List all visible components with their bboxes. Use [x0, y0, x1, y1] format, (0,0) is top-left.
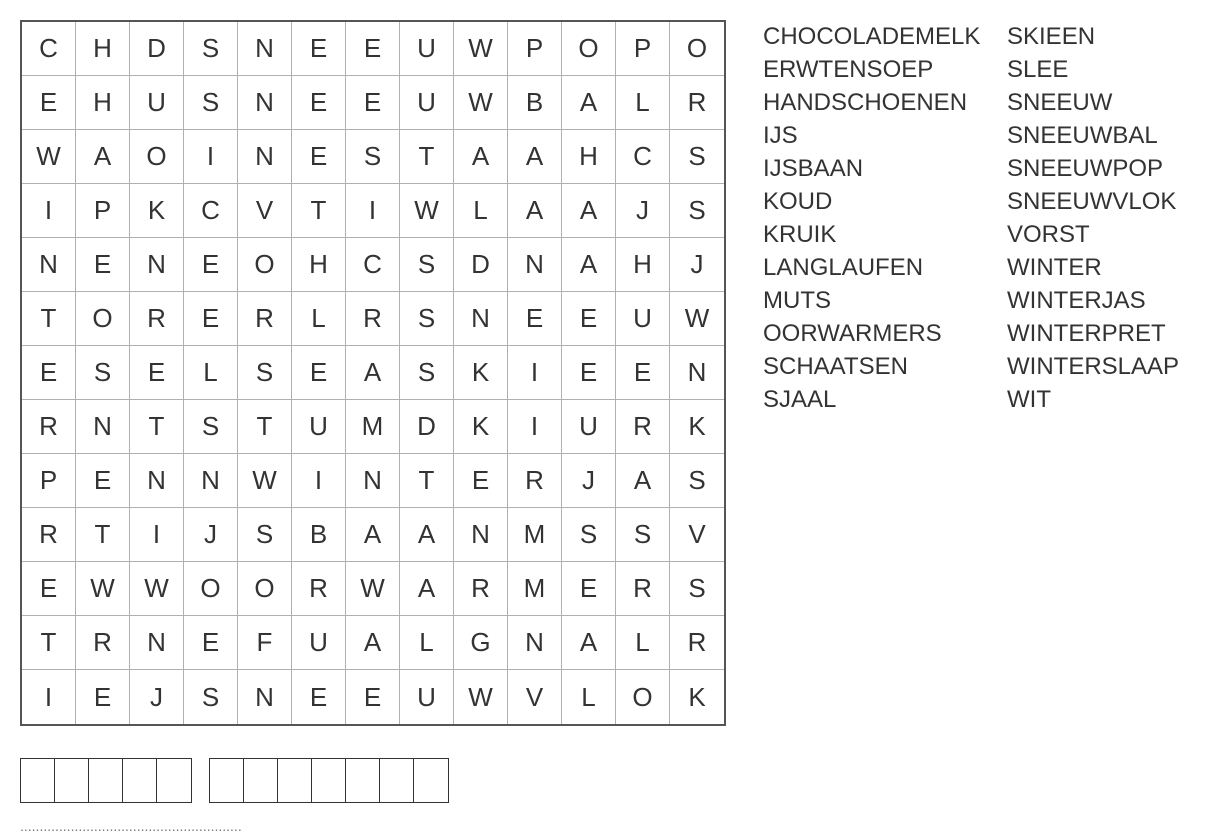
- grid-cell[interactable]: O: [238, 562, 292, 616]
- grid-cell[interactable]: E: [346, 76, 400, 130]
- answer-letter-box[interactable]: [312, 759, 346, 802]
- word-list-item: ERWTENSOEP: [763, 56, 934, 83]
- word-list-item: OORWARMERS: [763, 320, 942, 347]
- grid-cell[interactable]: E: [22, 562, 76, 616]
- grid-cell[interactable]: C: [616, 130, 670, 184]
- grid-cell[interactable]: E: [292, 22, 346, 76]
- grid-cell[interactable]: A: [400, 508, 454, 562]
- grid-cell[interactable]: T: [22, 616, 76, 670]
- grid-cell[interactable]: N: [238, 76, 292, 130]
- grid-cell[interactable]: A: [508, 184, 562, 238]
- grid-cell[interactable]: T: [130, 400, 184, 454]
- grid-cell[interactable]: L: [562, 670, 616, 724]
- grid-cell[interactable]: U: [562, 400, 616, 454]
- grid-cell[interactable]: W: [22, 130, 76, 184]
- grid-cell[interactable]: S: [184, 400, 238, 454]
- grid-cell[interactable]: N: [238, 130, 292, 184]
- grid-cell[interactable]: M: [508, 508, 562, 562]
- answer-letter-box[interactable]: [414, 759, 448, 802]
- grid-cell[interactable]: E: [616, 346, 670, 400]
- grid-cell[interactable]: O: [616, 670, 670, 724]
- grid-cell[interactable]: G: [454, 616, 508, 670]
- grid-cell[interactable]: A: [454, 130, 508, 184]
- grid-cell[interactable]: S: [184, 22, 238, 76]
- grid-cell[interactable]: S: [238, 346, 292, 400]
- grid-cell[interactable]: A: [346, 508, 400, 562]
- grid-cell[interactable]: I: [508, 400, 562, 454]
- grid-cell[interactable]: O: [562, 22, 616, 76]
- answer-letter-box[interactable]: [210, 759, 244, 802]
- grid-cell[interactable]: S: [184, 76, 238, 130]
- grid-cell[interactable]: A: [562, 76, 616, 130]
- grid-cell[interactable]: L: [616, 76, 670, 130]
- grid-cell[interactable]: W: [670, 292, 724, 346]
- grid-cell[interactable]: F: [238, 616, 292, 670]
- grid-cell[interactable]: R: [508, 454, 562, 508]
- grid-cell[interactable]: R: [76, 616, 130, 670]
- grid-cell[interactable]: I: [346, 184, 400, 238]
- grid-cell[interactable]: S: [184, 670, 238, 724]
- word-list-item: SKIEEN: [1007, 23, 1096, 50]
- grid-cell[interactable]: N: [454, 292, 508, 346]
- grid-cell[interactable]: R: [616, 400, 670, 454]
- grid-cell[interactable]: T: [76, 508, 130, 562]
- grid-cell[interactable]: R: [670, 616, 724, 670]
- grid-cell[interactable]: U: [400, 22, 454, 76]
- grid-cell[interactable]: S: [346, 130, 400, 184]
- answer-letter-box[interactable]: [21, 759, 55, 802]
- grid-cell[interactable]: E: [76, 454, 130, 508]
- grid-cell[interactable]: S: [238, 508, 292, 562]
- grid-cell[interactable]: J: [184, 508, 238, 562]
- grid-cell[interactable]: N: [454, 508, 508, 562]
- grid-cell[interactable]: E: [292, 670, 346, 724]
- grid-cell[interactable]: R: [454, 562, 508, 616]
- answer-letter-box[interactable]: [157, 759, 191, 802]
- word-list-item: SCHAATSEN: [763, 353, 908, 380]
- grid-cell[interactable]: H: [76, 76, 130, 130]
- grid-cell[interactable]: R: [22, 508, 76, 562]
- grid-cell[interactable]: V: [508, 670, 562, 724]
- grid-cell[interactable]: S: [400, 292, 454, 346]
- grid-cell[interactable]: S: [670, 454, 724, 508]
- grid-cell[interactable]: W: [346, 562, 400, 616]
- grid-cell[interactable]: I: [508, 346, 562, 400]
- grid-cell[interactable]: C: [346, 238, 400, 292]
- grid-cell[interactable]: R: [22, 400, 76, 454]
- grid-cell[interactable]: R: [616, 562, 670, 616]
- word-list-item: SJAAL: [763, 386, 837, 413]
- grid-cell[interactable]: L: [616, 616, 670, 670]
- grid-cell[interactable]: U: [292, 616, 346, 670]
- grid-cell[interactable]: H: [292, 238, 346, 292]
- grid-cell[interactable]: N: [508, 616, 562, 670]
- grid-cell[interactable]: N: [76, 400, 130, 454]
- grid-cell[interactable]: S: [670, 130, 724, 184]
- grid-cell[interactable]: N: [130, 238, 184, 292]
- grid-cell[interactable]: L: [454, 184, 508, 238]
- grid-cell[interactable]: A: [346, 616, 400, 670]
- answer-letter-box[interactable]: [380, 759, 414, 802]
- grid-cell[interactable]: O: [670, 22, 724, 76]
- answer-word-group: [209, 758, 449, 803]
- grid-cell[interactable]: B: [292, 508, 346, 562]
- grid-cell[interactable]: U: [400, 76, 454, 130]
- grid-cell[interactable]: V: [670, 508, 724, 562]
- word-list-item: WINTER: [1007, 254, 1102, 281]
- grid-cell[interactable]: E: [292, 346, 346, 400]
- grid-cell[interactable]: N: [346, 454, 400, 508]
- grid-cell[interactable]: A: [400, 562, 454, 616]
- grid-cell[interactable]: E: [562, 346, 616, 400]
- grid-cell[interactable]: K: [454, 346, 508, 400]
- grid-cell[interactable]: O: [238, 238, 292, 292]
- grid-cell[interactable]: M: [508, 562, 562, 616]
- word-list-item: CHOCOLADEMELK: [763, 23, 981, 50]
- grid-cell[interactable]: H: [616, 238, 670, 292]
- grid-cell[interactable]: A: [562, 616, 616, 670]
- grid-cell[interactable]: K: [454, 400, 508, 454]
- grid-cell[interactable]: J: [616, 184, 670, 238]
- word-list-item: WIT: [1007, 386, 1051, 413]
- grid-cell[interactable]: I: [292, 454, 346, 508]
- grid-cell[interactable]: T: [400, 130, 454, 184]
- answer-letter-box[interactable]: [278, 759, 312, 802]
- grid-cell[interactable]: A: [616, 454, 670, 508]
- grid-cell[interactable]: O: [76, 292, 130, 346]
- grid-cell[interactable]: E: [292, 76, 346, 130]
- grid-cell[interactable]: R: [238, 292, 292, 346]
- grid-cell[interactable]: I: [22, 670, 76, 724]
- grid-cell[interactable]: R: [346, 292, 400, 346]
- grid-cell[interactable]: J: [670, 238, 724, 292]
- grid-cell[interactable]: N: [238, 670, 292, 724]
- word-list-item: KOUD: [763, 188, 833, 215]
- grid-cell[interactable]: D: [454, 238, 508, 292]
- grid-cell[interactable]: S: [400, 346, 454, 400]
- grid-cell[interactable]: J: [562, 454, 616, 508]
- word-list-item: WINTERJAS: [1007, 287, 1146, 314]
- grid-cell[interactable]: P: [22, 454, 76, 508]
- grid-cell[interactable]: S: [670, 184, 724, 238]
- grid-cell[interactable]: U: [292, 400, 346, 454]
- grid-cell[interactable]: N: [670, 346, 724, 400]
- grid-cell[interactable]: N: [184, 454, 238, 508]
- word-list-item: SNEEUW: [1007, 89, 1113, 116]
- grid-cell[interactable]: E: [130, 346, 184, 400]
- grid-cell[interactable]: A: [562, 184, 616, 238]
- grid-cell[interactable]: L: [400, 616, 454, 670]
- grid-cell[interactable]: A: [346, 346, 400, 400]
- grid-cell[interactable]: K: [130, 184, 184, 238]
- grid-cell[interactable]: E: [22, 346, 76, 400]
- grid-cell[interactable]: D: [130, 22, 184, 76]
- grid-cell[interactable]: W: [454, 76, 508, 130]
- word-list-item: SNEEUWBAL: [1007, 122, 1158, 149]
- grid-cell[interactable]: A: [508, 130, 562, 184]
- grid-cell[interactable]: L: [184, 346, 238, 400]
- word-list-item: KRUIK: [763, 221, 837, 248]
- grid-cell[interactable]: R: [130, 292, 184, 346]
- grid-cell[interactable]: P: [616, 22, 670, 76]
- word-list-item: SNEEUWVLOK: [1007, 188, 1177, 215]
- grid-cell[interactable]: S: [400, 238, 454, 292]
- grid-cell[interactable]: U: [400, 670, 454, 724]
- grid-cell[interactable]: A: [562, 238, 616, 292]
- grid-cell[interactable]: V: [238, 184, 292, 238]
- grid-cell[interactable]: E: [184, 616, 238, 670]
- grid-cell[interactable]: E: [508, 292, 562, 346]
- grid-cell[interactable]: E: [22, 76, 76, 130]
- grid-cell[interactable]: M: [346, 400, 400, 454]
- grid-cell[interactable]: W: [76, 562, 130, 616]
- grid-cell[interactable]: T: [238, 400, 292, 454]
- word-list-column-1: [763, 20, 989, 416]
- grid-cell[interactable]: U: [130, 76, 184, 130]
- grid-cell[interactable]: P: [76, 184, 130, 238]
- answer-letter-box[interactable]: [55, 759, 89, 802]
- grid-cell[interactable]: E: [346, 670, 400, 724]
- grid-cell[interactable]: N: [508, 238, 562, 292]
- grid-cell[interactable]: E: [76, 670, 130, 724]
- answer-letter-box[interactable]: [89, 759, 123, 802]
- grid-cell[interactable]: U: [616, 292, 670, 346]
- grid-cell[interactable]: D: [400, 400, 454, 454]
- grid-cell[interactable]: R: [670, 76, 724, 130]
- word-list-item: MUTS: [763, 287, 831, 314]
- grid-cell[interactable]: N: [130, 454, 184, 508]
- grid-cell[interactable]: E: [76, 238, 130, 292]
- grid-cell[interactable]: I: [22, 184, 76, 238]
- word-list-item: SNEEUWPOP: [1007, 155, 1164, 182]
- grid-cell[interactable]: J: [130, 670, 184, 724]
- answer-boxes: [20, 758, 449, 803]
- grid-cell[interactable]: T: [292, 184, 346, 238]
- word-list-item: HANDSCHOENEN: [763, 89, 968, 116]
- grid-cell[interactable]: O: [130, 130, 184, 184]
- grid-cell[interactable]: W: [454, 22, 508, 76]
- grid-cell[interactable]: H: [562, 130, 616, 184]
- grid-cell[interactable]: W: [454, 670, 508, 724]
- word-list-column-2: [1007, 20, 1179, 416]
- grid-cell[interactable]: T: [400, 454, 454, 508]
- word-search-grid: [20, 20, 726, 726]
- word-list-item: LANGLAUFEN: [763, 254, 924, 281]
- grid-cell[interactable]: H: [76, 22, 130, 76]
- word-list-item: SLEE: [1007, 56, 1069, 83]
- word-list-item: WINTERSLAAP: [1007, 353, 1180, 380]
- footer-text: .........................................................: [20, 818, 242, 834]
- grid-cell[interactable]: P: [508, 22, 562, 76]
- grid-cell[interactable]: E: [292, 130, 346, 184]
- grid-cell[interactable]: E: [562, 562, 616, 616]
- grid-cell[interactable]: E: [562, 292, 616, 346]
- grid-cell[interactable]: N: [238, 22, 292, 76]
- grid-cell[interactable]: E: [184, 292, 238, 346]
- grid-cell[interactable]: S: [670, 562, 724, 616]
- grid-cell[interactable]: L: [292, 292, 346, 346]
- grid-cell[interactable]: W: [238, 454, 292, 508]
- grid-cell[interactable]: E: [454, 454, 508, 508]
- grid-cell[interactable]: W: [400, 184, 454, 238]
- grid-cell[interactable]: K: [688, 681, 706, 712]
- grid-cell[interactable]: R: [292, 562, 346, 616]
- grid-cell[interactable]: S: [562, 508, 616, 562]
- grid-cell[interactable]: I: [130, 508, 184, 562]
- grid-cell[interactable]: N: [22, 238, 76, 292]
- grid-cell[interactable]: N: [130, 616, 184, 670]
- word-list: [763, 20, 1179, 416]
- answer-letter-box[interactable]: [346, 759, 380, 802]
- grid-cell[interactable]: C: [22, 22, 76, 76]
- grid-cell[interactable]: C: [184, 184, 238, 238]
- grid-cell[interactable]: B: [508, 76, 562, 130]
- grid-cell[interactable]: O: [184, 562, 238, 616]
- grid-cell[interactable]: S: [616, 508, 670, 562]
- answer-letter-box[interactable]: [123, 759, 157, 802]
- answer-word-group: [20, 758, 192, 803]
- grid-cell[interactable]: A: [76, 130, 130, 184]
- grid-cell[interactable]: S: [76, 346, 130, 400]
- word-list-item: IJS: [763, 122, 798, 149]
- word-list-item: WINTERPRET: [1007, 320, 1166, 347]
- grid-cell[interactable]: I: [184, 130, 238, 184]
- grid-cell[interactable]: W: [130, 562, 184, 616]
- grid-cell[interactable]: K: [670, 400, 724, 454]
- word-list-item: IJSBAAN: [763, 155, 864, 182]
- grid-cell[interactable]: E: [346, 22, 400, 76]
- grid-cell[interactable]: E: [184, 238, 238, 292]
- grid-cell[interactable]: T: [22, 292, 76, 346]
- word-list-item: VORST: [1007, 221, 1090, 248]
- answer-letter-box[interactable]: [244, 759, 278, 802]
